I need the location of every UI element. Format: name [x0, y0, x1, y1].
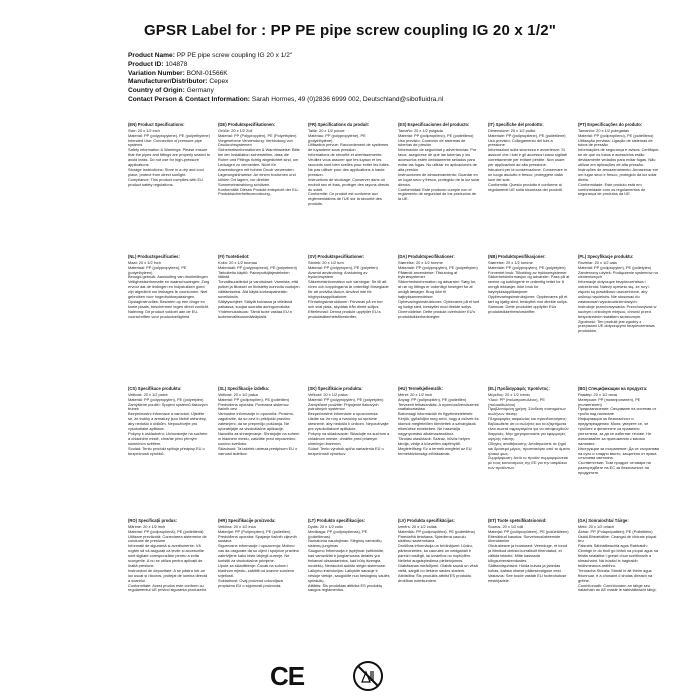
- spec-block-de: (DE) Produktspezifikationen: Größe: 20 x 1/2 Zoll Material: PP (Polypropylen), PE (Polyethylen) Vorgesehene Verwendung: Verbindung von Druckrohrsystemen Sicherheitsinformationen & Warnhinweise: Bitte bei der Installation sicherstellen, dass die Rohre und Fittings richtig abgedichtet sind, um Leckagen zu vermeiden. Nicht für Anwendungen mit hohem Druck verwenden. Lagerungshinweise: An einem trockenen und kühlen Ort lagern, vor direkter Sonneneinstrahlung schützen. Konformität: Dieses Produkt entspricht der EU-Produktsicherheitsverordnung.: [218, 122, 300, 197]
- spec-block-et: (ET) Toote spetsifikatsioonid: Suurus: 20 x 1/2 tolli Materjal: PP (polüpropüleen), PE (polüetüleen) Ettenähtud kasutus: Survetorusüsteemide ühendamine Ohutusteave ja hoiatused: Veenduge, et torud ja liitmikud oleksid korralikult tihendatud, et vältida lekkeid. Mitte kasutada kõrgsurverakendustes. Säilitamisjuhised: Hoida kuivas ja jahedas kohas, kaitsta otsese päikesevalguse eest. Vastavus: See toode vastab ELi tooteohutuse eeskirjadele.: [488, 518, 569, 583]
- product-info: [128, 52, 443, 105]
- product-name-row: Product Name: PP PE pipe screw coupling IG 20 x 1/2": [128, 52, 293, 59]
- contact-row: Contact Person & Contact Information: Sarah Hormes, 49 (0)2836 6999 002, Deutschland@sibofluidra.nl: [128, 95, 444, 103]
- spec-row: [128, 254, 660, 382]
- spec-block-fi: (FI) Tuotetiedot: Koko: 20 x 1/2 tuumaa Materiaali: PP (polypropeeni), PE (polyeteeni) Tarkoitettu käyttö: Paineputkijärjestelmien liitäntä Turvallisuustiedot ja varoitukset: Varmista, että putket ja liitokset on tiivistetty kunnolla vuotojen välttämiseksi. Älä käytä korkeapaineisiin sovelluksiin. Säilytysohjeet: Säilytä kuivassa ja viileässä paikassa, suojaa suoralta auringonvalolta. Yhdenmukaisuus: Tämä tuote vastaa EU:n tuoteturvallisuusmääräyksiä.: [218, 254, 300, 319]
- compliance-marks: [270, 660, 384, 692]
- spec-block-da: (DA) Produktspecifikationer: Størrelse: 20 x 1/2 tomme Materiale: PP (polypropylen), PE (polyethylen) Påtænkt anvendelse: Tilslutning af trykrørsystemer Sikkerhedsinformation og advarsler: Sørg for, at rør og fittings er ordentligt forseglet for at undgå lækager. Brug ikke til højtryksanvendelser. Opbevaringsinstruktioner: Opbevares på et tørt og køligt sted, beskyttet mod direkte sollys. Overholdelse: Dette produkt overholder EU's produktsikkerhedsregler.: [398, 254, 480, 319]
- spec-block-sv: (SV) Produktspecifikationer: Storlek: 20 x 1/2 tum Material: PP (polypropen), PE (polyeten) Avsedd användning: Anslutning av tryckrörsystem Säkerhetsinformation och varningar: Se till att rören och kopplingarna är ordentligt förseglade för att undvika läckor. Använd inte för högtrycksapplikationer. Förvaringsinstruktioner: Förvaras på en torr och sval plats, skyddas från direkt solljus. Efterlevnad: Denna produkt uppfyller EU:s produktsäkerhetsföreskrifter.: [308, 254, 389, 319]
- spec-block-hr: (HR) Specifikacije proizvoda: Veličina: 20 x 1/2 inča Materijal: PP (Polipropilen), PE (polietilen) Predviđena uporaba: Spajanje tlačnih cijevnih sustava Sigurnosne informacije i upozorenja: Molimo vas da osigurate da su cijevi i spojnice pravilno zabrtvljene kako biste izbjegli curenje. Ne koristiti za visokotlačne primjene. Upute za skladištenje: Čuvati na suhom i hladnom mjestu, zaštititi od izravne sunčeve svjetlosti. Sukladnost: Ovaj proizvod udovoljava propisima EU o sigurnosti proizvoda.: [218, 518, 299, 588]
- spec-block-fr: (FR) Spécifications du produit: Taille: 20 x 1/2 pouce Matériau: PP (polypropylène), PE (polyéthylène) Utilisation prévue: Raccordement de systèmes de tuyauterie sous pression Informations de sécurité et avertissements: Veuillez vous assurer que les tuyaux et les raccords sont bien scellés pour éviter les fuites. Ne pas utiliser pour des applications à haute pression. Instructions de stockage: Conserver dans un endroit sec et frais, protéger des rayons directs du soleil. Conformité: Ce produit est conforme aux réglementations de l'UE sur la sécurité des produits.: [308, 122, 390, 207]
- spec-block-pl: (PL) Specyfikacje produktu: Rozmiar: 20 x 1/2 cala Materiał: PP (polipropylen), PE (polietylen) Zamierzony użytek: Podłączenie systemów rur ciśnieniowych Informacje dotyczące bezpieczeństwa i ostrzeżenia: Należy upewnić się, że rury i złączki są prawidłowo uszczelnione, aby uniknąć wycieków. Nie stosować do zastosowań wysokociśnieniowych. Instrukcje przechowywania: Przechowywać w suchym i chłodnym miejscu, chronić przed bezpośrednim światłem słonecznym. Zgodność: Ten produkt jest zgodny z przepisami UE dotyczącymi bezpieczeństwa produktów.: [578, 254, 659, 334]
- not-for-food-contact-icon: [352, 660, 384, 692]
- spec-block-el: (EL) Προδιαγραφές προϊόντος: Μέγεθος: 20 x 1/2 ίντσες Υλικό: PP (πολυπροπυλένιο), PE (πολυαιθυλένιο) Προβλεπόμενη χρήση: Σύνδεση συστημάτων σωλήνων πίεσης Πληροφορίες ασφαλείας και προειδοποιήσεις: Βεβαιωθείτε ότι οι σωλήνες και τα εξαρτήματα είναι σωστά σφραγισμένα για να αποφευχθούν διαρροές. Μην χρησιμοποιείτε για εφαρμογές υψηλής πίεσης. Οδηγίες αποθήκευσης: Αποθηκεύστε σε ξηρό και δροσερό μέρος, προστατέψτε από το άμεσο ηλιακό φως. Συμμόρφωση: Αυτό το προϊόν συμμορφώνεται με τους κανονισμούς της ΕΕ για την ασφάλεια των προϊόντων.: [488, 386, 570, 471]
- spec-block-ro: (RO) Specificații produs: Mărime: 20 x 1/2 inch Material: PP (polipropilenă), PE (polietilenă) Utilizare prevăzută: Conectarea sistemelor de conducte de presiune Informații de siguranță și avertismente: Vă rugăm să vă asigurați că țevile și accesoriile sunt sigilate corespunzător pentru a evita scurgerile. A nu se utiliza pentru aplicații de înaltă presiune. Instrucțiuni de depozitare: A se păstra într-un loc uscat și răcoros, protejat de lumina directă a soarelui. Conformitate: Acest produs este conform cu regulamentul UE privind siguranța produselor.: [128, 518, 208, 593]
- spec-block-nl: (NL) Productspecificaties: Maat: 20 x 1/2 inch Materiaal: PP (polypropyleen), PE (polyethyleen) Beoogd gebruik: Aansluiting van drukleidingen Veiligheidsinformatie en waarschuwingen: Zorg ervoor dat de leidingen en hulpstukken goed zijn afgedicht om lekkages te voorkomen. Niet gebruiken voor hogedruktoepassingen. Opslaginstructies: Bewaren op een droge en koele plaats, beschermen tegen direct zonlicht. Naleving: Dit product voldoet aan de EU-voorschriften voor productveiligheid.: [128, 254, 210, 319]
- spec-block-lv: (LV) Produkta specifikācijas: Izmērs: 20 x 1/2 collas Materiāls: PP (polipropilēns), PE (polietilēns) Paredzētā lietošana: Spiediena cauruļu sistēmu savienošana Drošības informācija un brīdinājumi: Lūdzu, pārliecinieties, ka caurules un veidgabali ir pareizi noslēgti, lai izvairītos no noplūdēm. Nelietot augstspiediena pielietojumos. Glabāšanas norādījumi: Glabāt sausā un vēsā vietā, sargāt no tiešiem saules stariem. Atbilstība: Šis produkts atbilst ES produktu drošības noteikumiem.: [398, 518, 478, 583]
- spec-row: [128, 122, 660, 250]
- spec-block-ga: (GA) Sonraíochtaí Táirge: Méid: 20 x 1/2 orlach Ábhar: PP (Polaprópailéin), PE (Poileitiléin) Úsáid Bheartaithe: Ceangal de chórais píopaí brú Faisnéis Sábháilteachta agus Rabhaidh: Cinntigh le do thoil go bhfuil na píopaí agus na feistis séalaithe i gceart chun sceitheadh a sheachaint. Ná húsáid le haghaidh feidhmeanna ardbhrú. Treoracha Stórála: Stóráil in áit thirim agus fhionnuar, é a chosaint ó sholas díreach na gréine. Comhlíonadh: Comhlíonann an táirge seo rialacháin an AE maidir le sábháilteacht táirgí.: [578, 518, 659, 593]
- spec-block-it: (IT) Specifiche del prodotto: Dimensione: 20 x 1/2 pollici Materiale: PP (polipropilene), PE (polietilene) Uso previsto: Collegamento dei tubi a pressione Informazioni sulla sicurezza e avvertenze: Si assicuri che i tubi e gli accessori siano sigillati correttamente per evitare perdite. Non usare per applicazioni ad alta pressione. Istruzioni per la conservazione: Conservare in un luogo asciutto e fresco, proteggere dalla luce del sole. Conformità: Questo prodotto è conforme ai regolamenti UE sulla sicurezza dei prodotti.: [488, 122, 567, 192]
- spec-block-cs: (CS) Specifikace produktu: Velikost: 20 x 1/2 palce Materiál: PP (polypropylen), PE (polyetylen) Zamýšlené použití: Spojení systémů tlakových trubek Bezpečnostní informace a varování: Ujistěte se, že trubky a armatury jsou řádně utěsněny, aby nedošlo k únikům. Nepoužívejte pro vysokotlaké aplikace. Pokyny k uskladnění: Uchovávejte na suchém a chladném místě, chraňte před přímým slunečním světlem. Soulad: Tento produkt splňuje předpisy EU o bezpečnosti výrobků.: [128, 386, 208, 456]
- spec-row: [128, 386, 660, 514]
- variation-number-row: Variation Number: BONI-01566K: [128, 69, 228, 77]
- spec-block-pt: (PT) Especificações do produto: Tamanho: 20 x 1/2 polegadas Material: PP (polipropileno), PE (polietileno) Utilização prevista: Ligação de sistemas de tubos de pressão Informações de segurança e avisos: Certifique-se de que os tubos e acessórios estão devidamente vedados para evitar fugas. Não utilizar em aplicações de alta pressão. Instruções de armazenamento: Armazenar em um lugar seco e fresco, protegido da luz solar direta. Conformidade: Este produto está em conformidade com os regulamentos de segurança de produtos da UE.: [578, 122, 660, 197]
- spec-block-es: (ES) Especificaciones del producto: Tamaño: 20 x 1/2 pulgada Material: PP (polipropileno), PE (polietileno) Uso previsto: Conexión de sistemas de tuberías de presión Información de seguridad y advertencias: Por favor, asegúrese de que las tuberías y los accesorios estén debidamente sellados para evitar las fugas. No utilizar en aplicaciones de alta presión. Instrucciones de almacenamiento: Guardar en un lugar seco y fresco, protegido de la luz solar directa. Conformidad: Este producto cumple con el reglamento de seguridad de los productos de la UE.: [398, 122, 480, 202]
- country-of-origin-row: Country of Origin: Germany: [128, 87, 214, 95]
- spec-block-nb: (NB) Produktspesifikasjoner: Størrelse: 20 x 1/2 tomme Materiale: PP (polypropylen), PE (polyetylen) Forventet bruk: Tilkobling av trykkrørsystemer Sikkerhetsinformasjon og advarsler: Pass på at rørene og koblingene er ordentlig tettet for å unngå lekkasjer. Ikke bruk for høytrykksapplikasjoner. Oppbevaringsinstruksjoner: Oppbevares på et tørt og kjølig sted, beskyttet mot direkte sollys. Samsvar: Dette produktet oppfyller EUs produktsikkerhetsforskrifter.: [488, 254, 570, 314]
- product-id-row: Product ID: 104878: [128, 60, 188, 68]
- spec-block-sl: (SL) Specifikacije izdelka: Velikost: 20 x 1/2 palca Material: PP (polipropilen), PE (polietilen) Predvidena uporaba: Povezava sistemov tlačnih cevi Varnostne informacije in opozorila: Prosimo, zagotovite, da so cevi in priključki pravilno zatesnjeni, da se preprečijo puščanja. Ne uporabljajte za visokotlačne aplikacije. Navodila za shranjevanje: Shranjujte na suhem in hladnem mestu, zaščitite pred neposredno sončno svetlobo. Skladnost: Ta izdelek ustreza predpisom EU o varnosti izdelkov.: [218, 386, 300, 456]
- spec-block-hu: (HU) Termékjellemzők: Méret: 20 x 1/2 inch Anyag: PP (polipropilén), PE (polietilén) Tervezett felhasználás: A nyomócsőrendszerek csatlakoztatása Biztonsági információk és figyelmeztetések: Kérjük, győződjön meg arról, hogy a csövek és idomok megfelelően tömítettek a szivárgások elkerülése érdekében. Ne használja nagynyomású alkalmazásokhoz. Tárolási utasítások: Száraz, hűvös helyen tárolja, védje a közvetlen napfénytől. Megfelelőség: Ez a termék megfelel az EU termékbiztonsági előírásainak.: [398, 386, 479, 456]
- spec-grid: [128, 122, 660, 650]
- spec-block-en: (EN) Product Specifications: Size: 20 x 1/2 inch Material: PP (polypropylene), PE (polyethylene) Intended Use: Connection of pressure pipe systems Safety information & Warnings: Please ensure that the pipes and fittings are properly sealed to avoid leaks. Do not use for high-pressure applications. Storage Instructions: Store in a dry and cool place, protect from direct sunlight. Compliance: This product complies with EU product safety regulations.: [128, 122, 210, 187]
- label-title: GPSR Label for : PP PE pipe screw coupling IG 20 x 1/2": [143, 22, 557, 39]
- spec-block-sk: (SK) Špecifikácie produktu: Veľkosť: 20 x 1/2 palca Materiál: PP (polypropylén), PE (polyetylén) Zamýšľané použitie: Pripojenie tlakových potrubných systémov Bezpečnostné informácie a upozornenia: Uistite sa, že rúry a tvarovky sú správne utesnené, aby nedošlo k únikom. Nepoužívajte pre vysokotlakové aplikácie. Pokyny na skladovanie: Skladujte na suchom a chladnom mieste, chráňte pred priamym slnečným žiarením. Súlad: Tento výrobok spĺňa nariadenia EÚ o bezpečnosti výrobkov.: [308, 386, 390, 456]
- spec-row: [128, 518, 660, 646]
- manufacturer-row: Manufacturer/Distributor: Cepex: [128, 78, 229, 86]
- ce-mark-icon: CE: [270, 660, 305, 691]
- spec-block-bg: (BG) Спецификации на продукта: Размер: 20 x 1/2 инча Материал: PP (полипропилен), PE (полиетилен) Предназначение: Свързване на системи от тръби под налягане Информация за безопасност и предупреждения: Моля, уверете се, че тръбите и фитингите са правилно уплътнени, за да се избегнат течове. Не използвайте за приложения с високо налягане. Инструкции за съхранение: Да се съхранява на сухо и хладно място, защитено от пряка слънчева светлина. Съответствие: Този продукт отговаря на разпоредбите на ЕС за безопасност на продуктите.: [578, 386, 659, 476]
- spec-block-lt: (LT) Produkto specifikacijos: Dydis: 20 x 1/2 colio Medžiaga: PP (polipropilenas), PE (polietilenas) Numatoma naudojimas: Slėginių vamzdžių sistemų jungimas Saugumo informacija ir įspėjimai: Įsitikinkite, kad vamzdžiai ir jungiamosios detalės yra tinkamai užsandarintos, kad būtų išvengta nuotėkių. Nenaudoti aukšto slėgio sistemose. Laikymo instrukcijos: Laikykite sausoje ir vėsioje vietoje, saugokite nuo tiesioginių saulės spindulių. Atitiktis: Šis produktas atitinka ES produktų saugos reglamentus.: [308, 518, 390, 593]
